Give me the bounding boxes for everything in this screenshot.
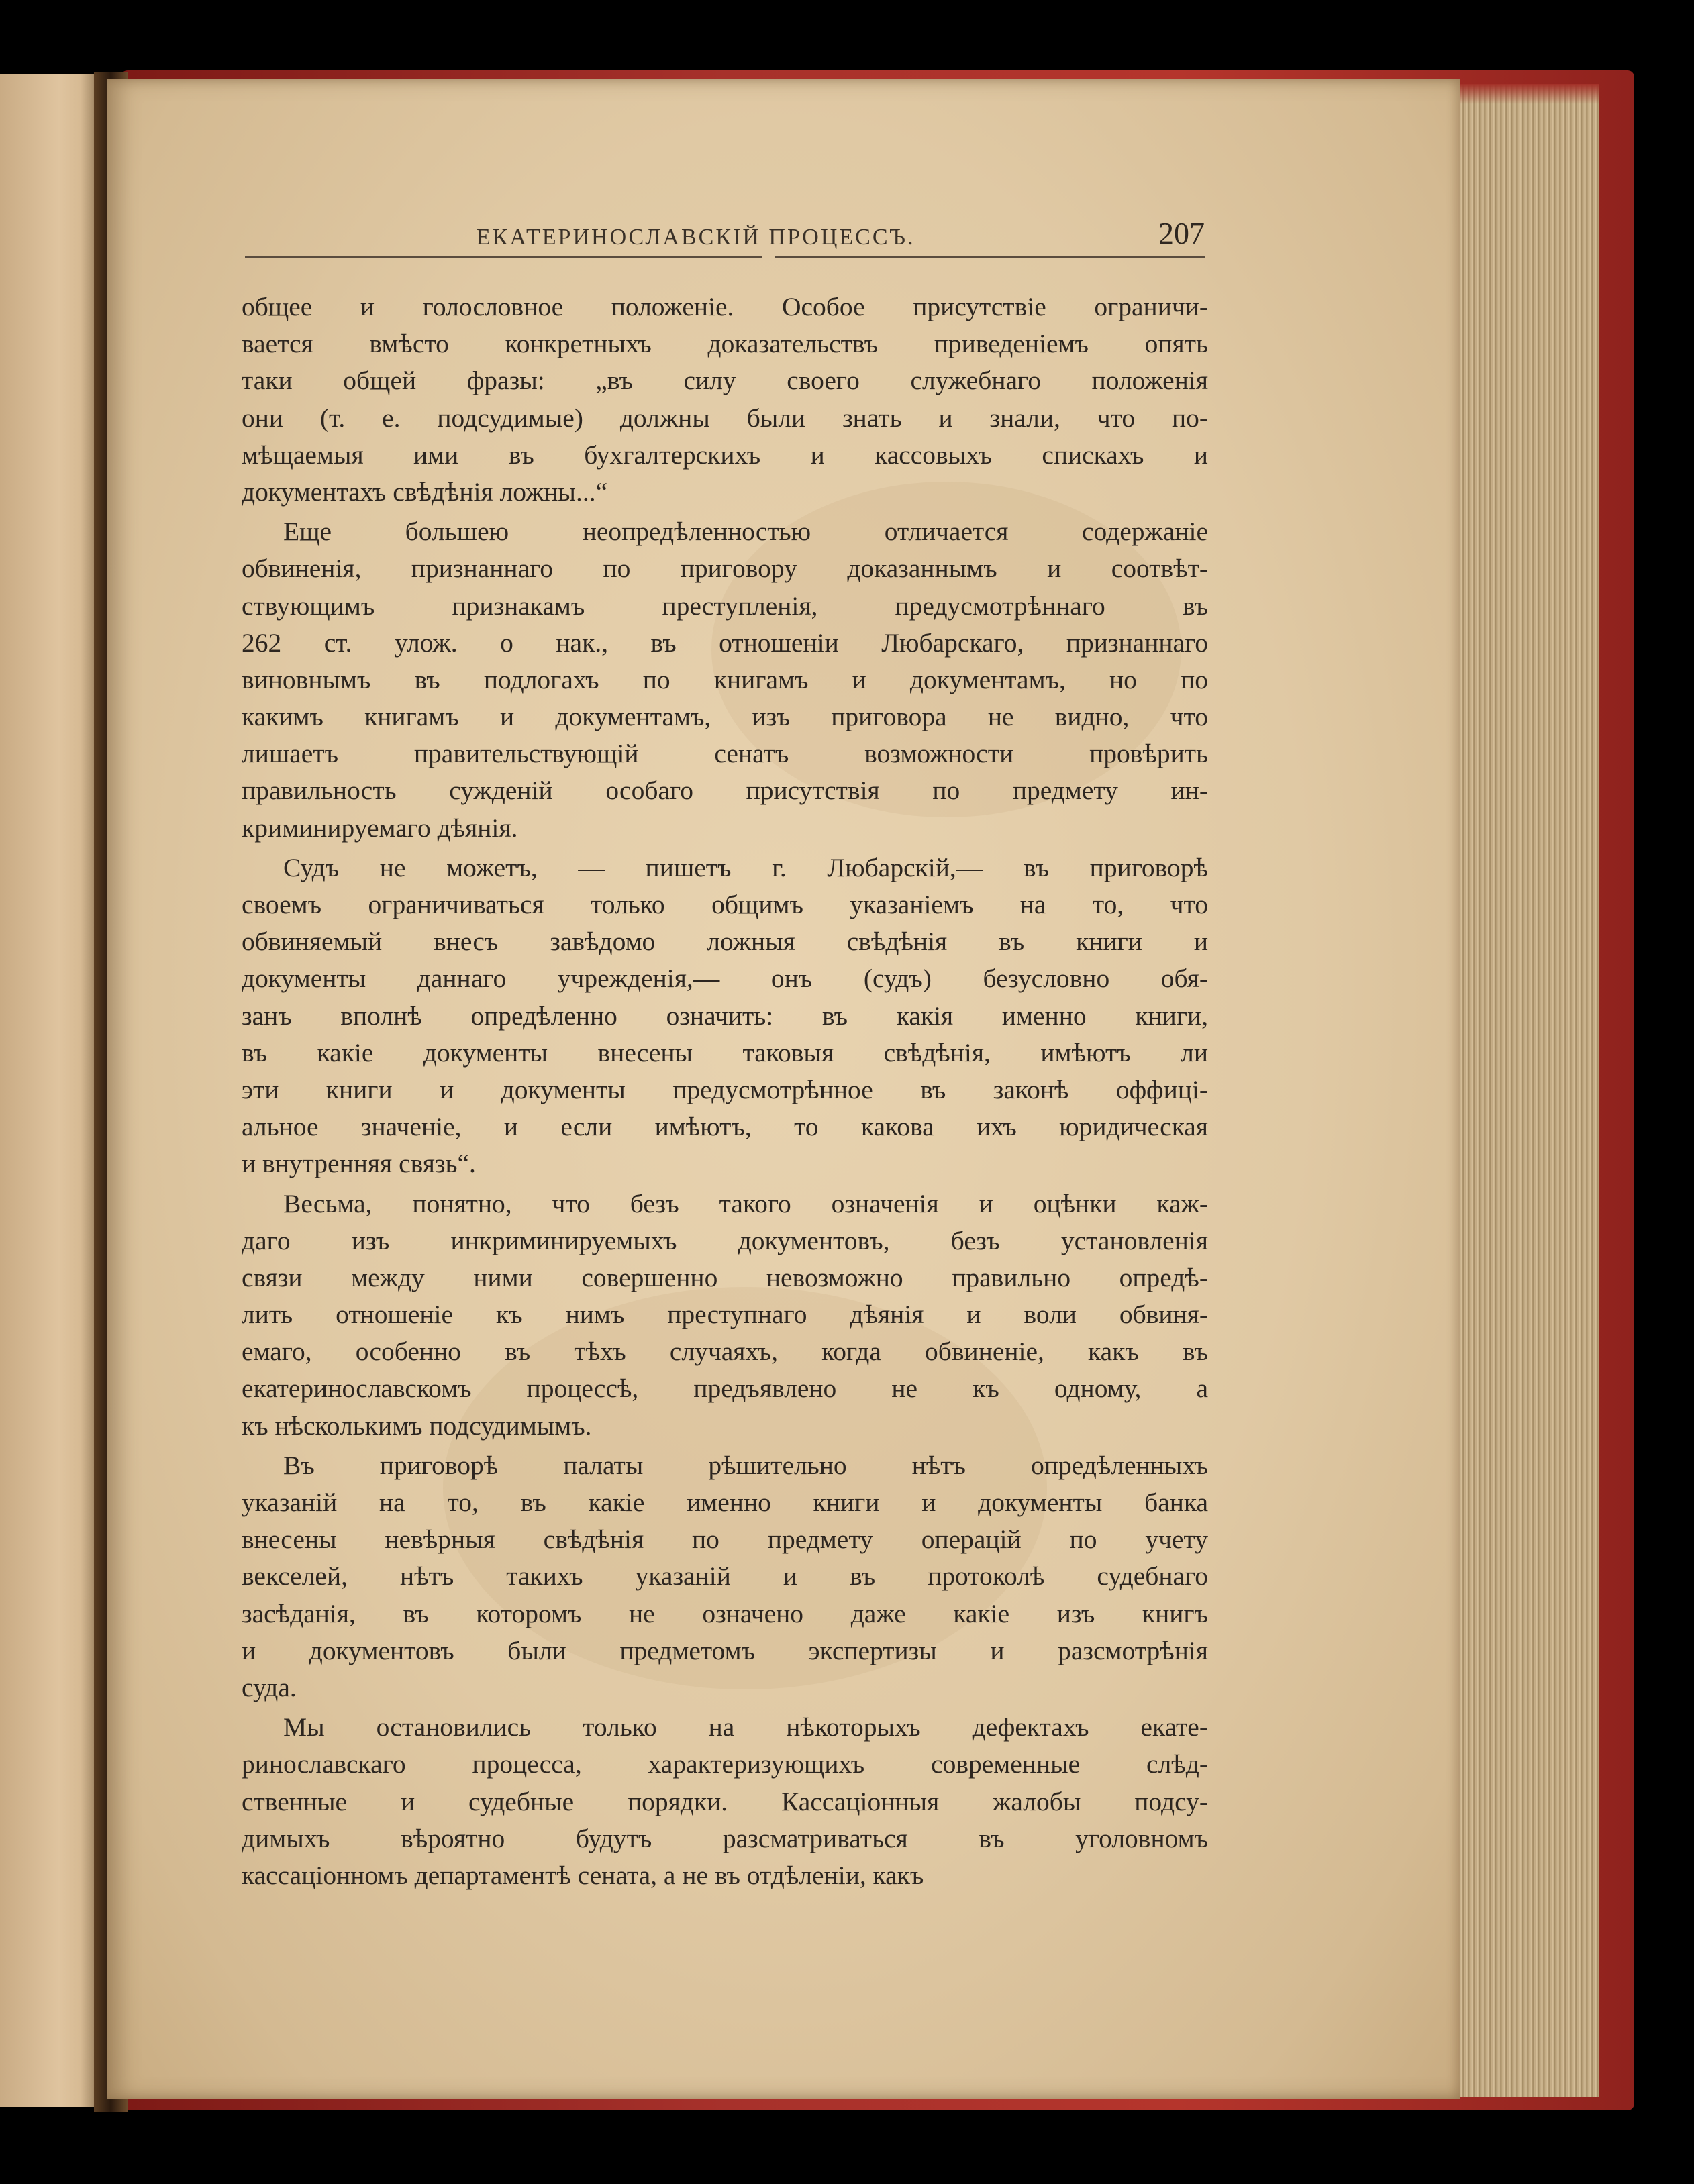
text-line: ствующимъ признакамъ преступленія, предусмотрѣннаго въ <box>242 590 1208 621</box>
text-line: внесены невѣрныя свѣдѣнія по предмету операцій по учету <box>242 1524 1208 1555</box>
text-line: Весьма, понятно, что безъ такого означенія и оцѣнки каж- <box>283 1188 1208 1218</box>
text-line: къ нѣсколькимъ подсудимымъ. <box>242 1410 592 1441</box>
text-line: емаго, особенно въ тѣхъ случаяхъ, когда обвиненіе, какъ въ <box>242 1337 1208 1367</box>
text-line: документахъ свѣдѣнія ложны...“ <box>242 476 608 507</box>
page-stack-edges <box>1453 84 1599 2097</box>
text-line: Судъ не можетъ, — пишетъ г. Любарскій,— въ приговорѣ <box>283 852 1208 882</box>
text-line: альное значеніе, и если имѣютъ, то какова ихъ юридическая <box>242 1112 1208 1142</box>
running-title: ЕКАТЕРИНОСЛАВСКІЙ ПРОЦЕССЪ. <box>477 225 915 250</box>
text-line: указаній на то, въ какіе именно книги и документы банка <box>242 1488 1208 1517</box>
header-rule <box>775 256 1205 258</box>
paragraph <box>242 513 1208 847</box>
text-line: екатеринославскомъ процессѣ, предъявлено не къ одному, а <box>242 1373 1208 1404</box>
text-line: векселей, нѣтъ такихъ указаній и въ протоколѣ судебнаго <box>242 1561 1208 1592</box>
text-line: обвиненія, признаннаго по приговору доказаннымъ и соотвѣт- <box>242 554 1208 584</box>
text-line: ственные и судебные порядки. Кассаціонныя жалобы подсу- <box>242 1786 1208 1816</box>
text-line: кассаціонномъ департаментѣ сената, а не въ отдѣленіи, какъ <box>242 1860 924 1890</box>
page-header <box>245 205 1205 258</box>
paragraph <box>242 1709 1208 1894</box>
text-line: лить отношеніе къ нимъ преступнаго дѣянія и воли обвиня- <box>242 1300 1208 1330</box>
page-number: 207 <box>1158 216 1205 250</box>
text-line: обвиняемый внесъ завѣдомо ложныя свѣдѣнія въ книги и <box>242 927 1208 957</box>
body-text <box>242 289 1208 1897</box>
text-line: въ какіе документы внесены таковыя свѣдѣнія, имѣютъ ли <box>242 1037 1208 1068</box>
text-line: занъ вполнѣ опредѣленно означить: въ какія именно книги, <box>242 1000 1208 1031</box>
paragraph <box>242 289 1208 511</box>
paragraph <box>242 1186 1208 1445</box>
text-line: таки общей фразы: „въ силу своего служебнаго положенія <box>242 366 1208 396</box>
text-line: суда. <box>242 1672 297 1702</box>
text-line: своемъ ограничиваться только общимъ указаніемъ на то, что <box>242 890 1208 919</box>
text-line: Въ приговорѣ палаты рѣшительно нѣтъ опредѣленныхъ <box>283 1450 1208 1480</box>
text-line: засѣданія, въ которомъ не означено даже какіе изъ книгъ <box>242 1598 1208 1628</box>
header-rule <box>245 256 762 258</box>
text-line: вается вмѣсто конкретныхъ доказательствъ приведеніемъ опять <box>242 329 1208 359</box>
text-line: мѣщаемыя ими въ бухгалтерскихъ и кассовыхъ спискахъ и <box>242 439 1208 470</box>
text-line: эти книги и документы предусмотрѣнное въ законѣ оффиці- <box>242 1074 1208 1104</box>
text-line: димыхъ вѣроятно будутъ разсматриваться въ уголовномъ <box>242 1823 1208 1853</box>
text-line: Еще большею неопредѣленностью отличается содержаніе <box>283 517 1208 547</box>
text-line: и внутренняя связь“. <box>242 1149 476 1179</box>
text-line: они (т. е. подсудимые) должны были знать и знали, что по- <box>242 403 1208 433</box>
text-line: Мы остановились только на нѣкоторыхъ дефектахъ екате- <box>283 1712 1208 1743</box>
text-line: документы даннаго учрежденія,— онъ (судъ) безусловно обя- <box>242 964 1208 994</box>
text-line: 262 ст. улож. о нак., въ отношеніи Любарскаго, признаннаго <box>242 627 1208 658</box>
text-line: и документовъ были предметомъ экспертизы и разсмотрѣнія <box>242 1635 1208 1665</box>
text-line: виновнымъ въ подлогахъ по книгамъ и документамъ, но по <box>242 664 1208 694</box>
text-line: криминируемаго дѣянія. <box>242 813 518 843</box>
paragraph <box>242 1447 1208 1706</box>
previous-page-edge <box>0 74 107 2107</box>
text-line: общее и голословное положеніе. Особое присутствіе ограничи- <box>242 292 1208 321</box>
text-line: лишаетъ правительствующій сенатъ возможности провѣрить <box>242 739 1208 769</box>
text-line: какимъ книгамъ и документамъ, изъ приговора не видно, что <box>242 702 1208 732</box>
text-line: ринославскаго процесса, характеризующихъ современные слѣд- <box>242 1749 1208 1779</box>
paragraph <box>242 849 1208 1183</box>
text-line: связи между ними совершенно невозможно правильно опредѣ- <box>242 1262 1208 1292</box>
text-line: правильность сужденій особаго присутствія по предмету ин- <box>242 776 1208 806</box>
text-line: даго изъ инкриминируемыхъ документовъ, безъ установленія <box>242 1225 1208 1255</box>
